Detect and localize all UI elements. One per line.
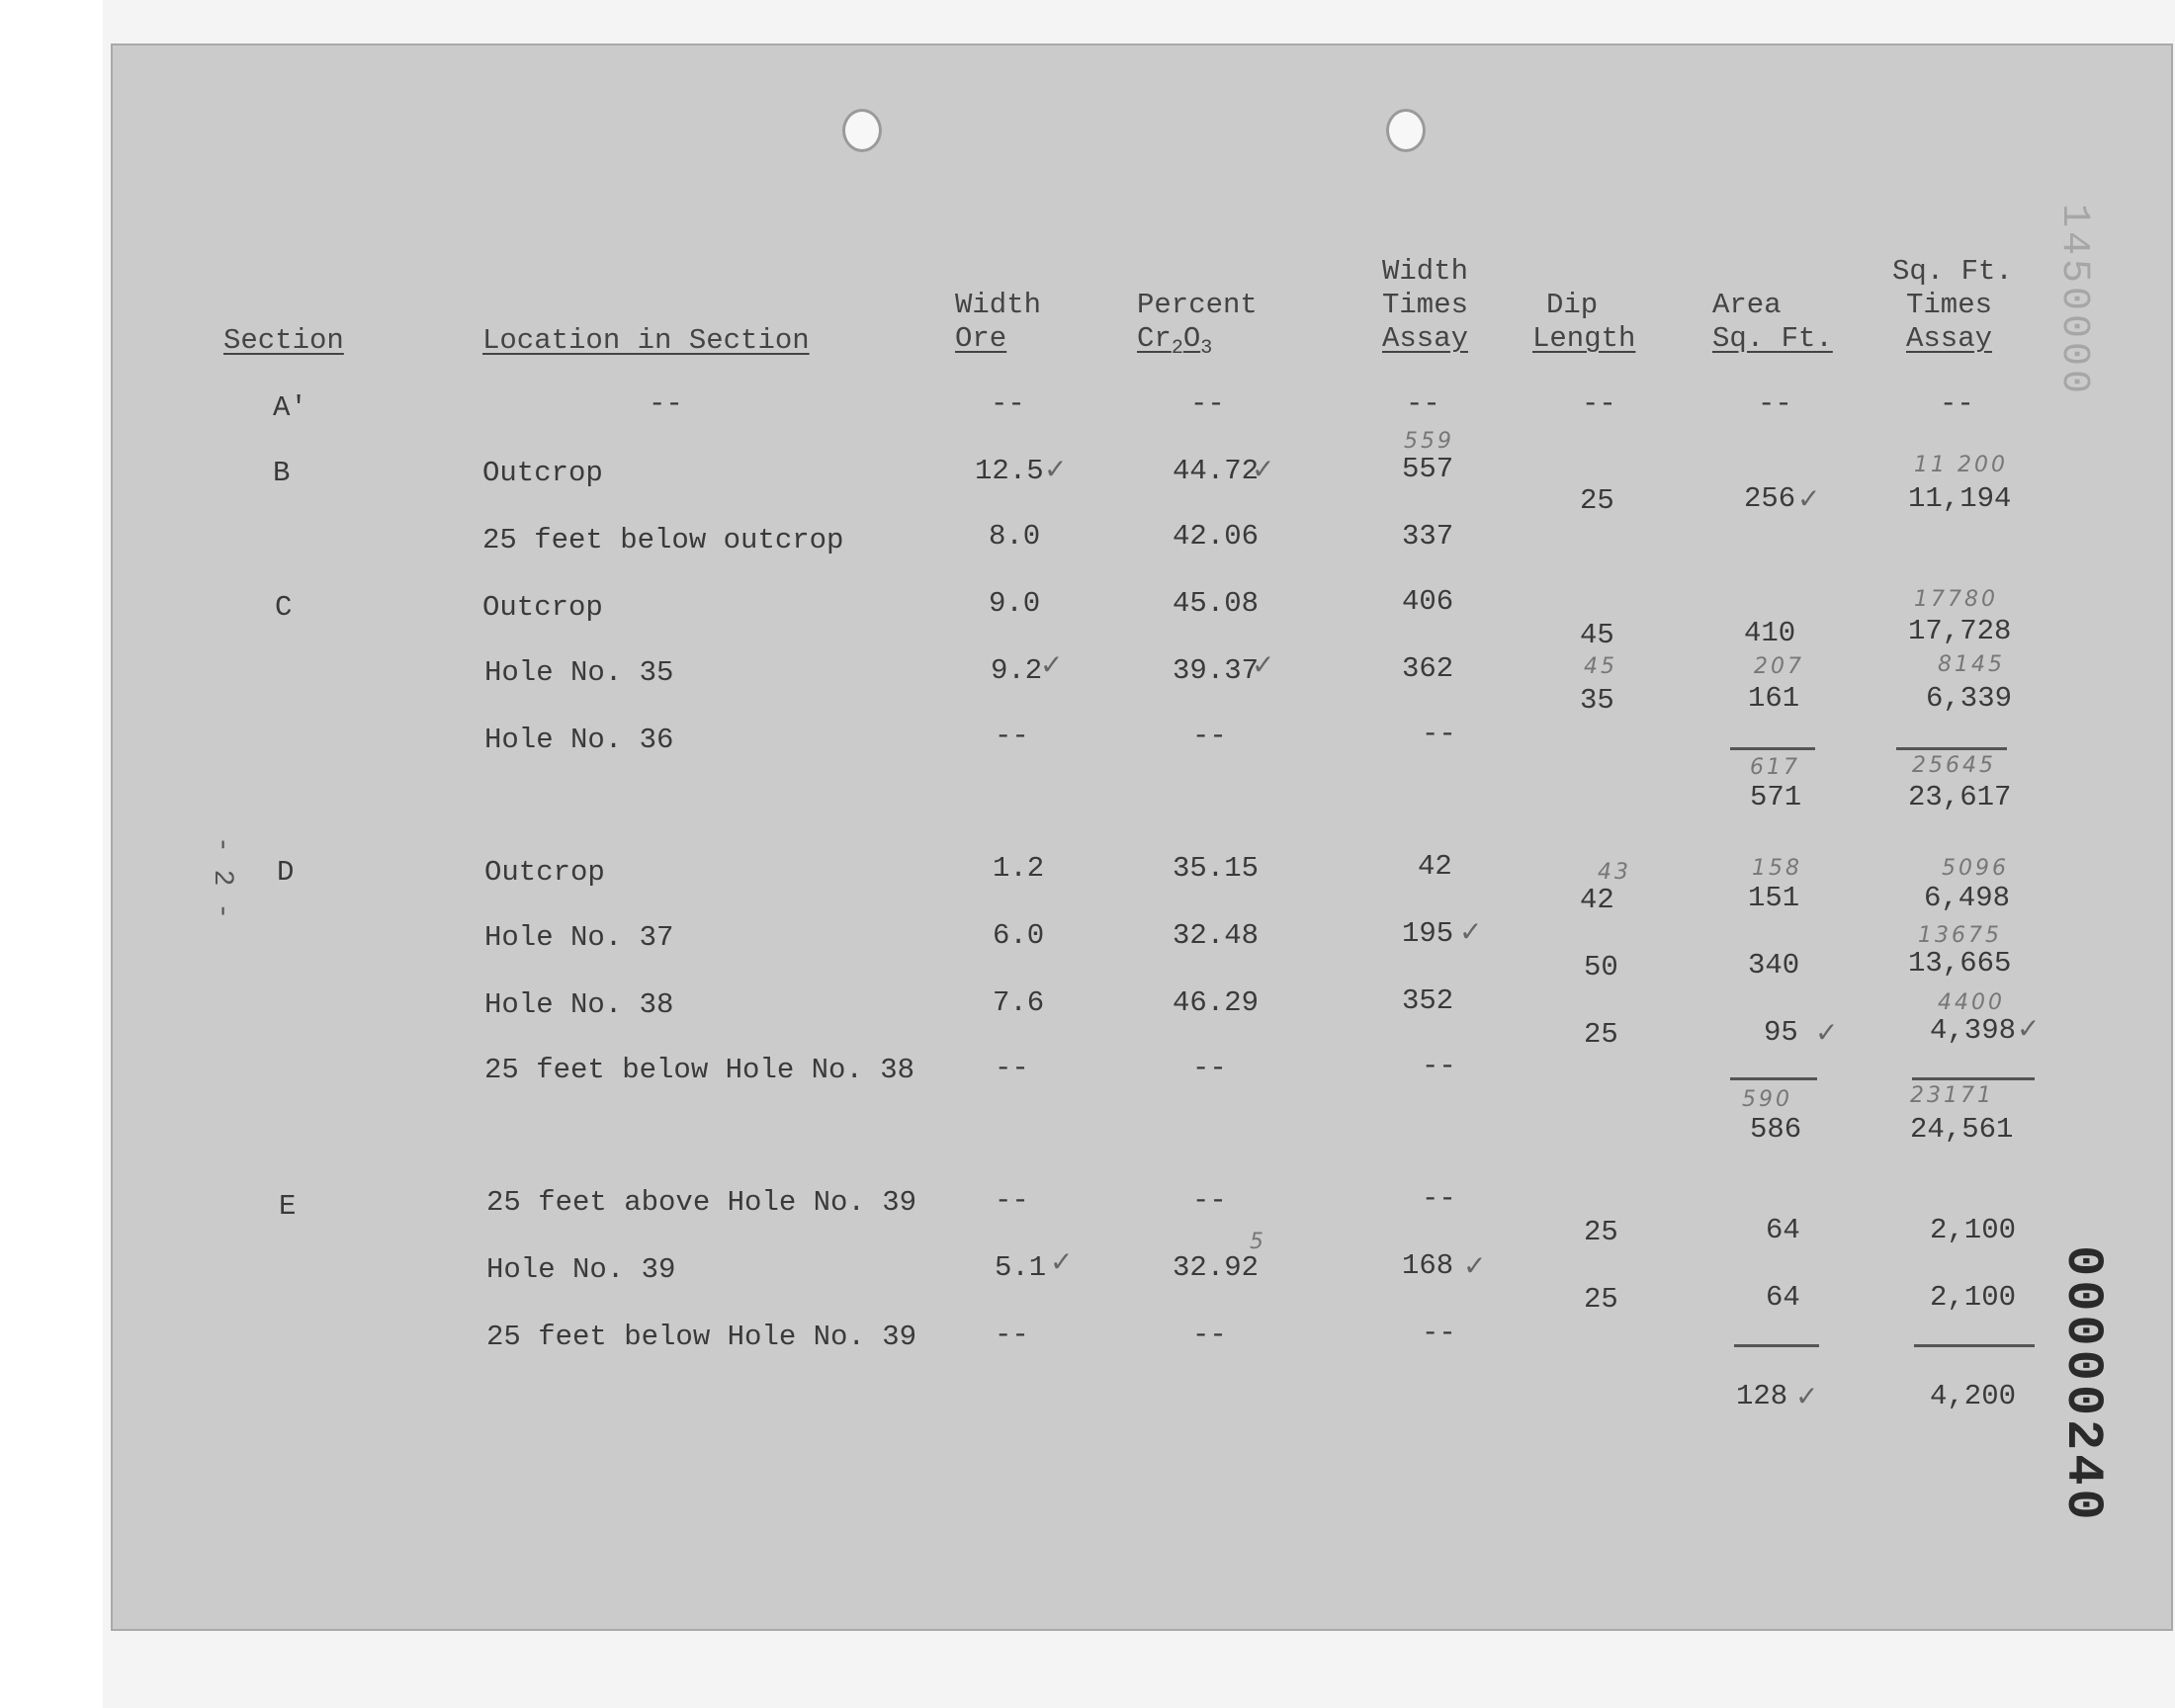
interval-sqft-times-assay: 13,665 — [1908, 947, 2012, 980]
handwritten-note: 5 — [1250, 1230, 1266, 1254]
interval-dip-length: 50 — [1584, 951, 1618, 983]
row-section: E — [279, 1190, 297, 1223]
row-width-ore: -- — [995, 1184, 1029, 1217]
row-percent: 32.92 — [1173, 1251, 1260, 1284]
interval-dip-length: 42 — [1580, 884, 1614, 916]
total-rule — [1896, 747, 2007, 750]
interval-sqft-times-assay: 6,498 — [1924, 882, 2011, 914]
interval-area: 410 — [1744, 617, 1796, 649]
row-width-ore: 6.0 — [993, 919, 1045, 952]
row-percent: 44.72 — [1173, 455, 1260, 487]
header-section: Section — [223, 324, 344, 357]
header-percent-formula: $Cr_2O_3$ — [1137, 322, 1213, 360]
row-width-times-assay: 337 — [1402, 520, 1454, 553]
row-location: Hole No. 37 — [484, 921, 674, 954]
row-percent: 39.37 — [1173, 654, 1260, 687]
row-width-times-assay: 42 — [1418, 850, 1452, 883]
interval-dip-length: 25 — [1584, 1283, 1618, 1316]
row-section: B — [273, 457, 291, 489]
row-section: D — [277, 856, 295, 889]
total-rule — [1730, 747, 1815, 750]
row-location: Hole No. 39 — [486, 1253, 676, 1286]
interval-area: 161 — [1748, 682, 1800, 715]
row-percent: 46.29 — [1173, 986, 1260, 1019]
document-number-stamp: 00000240 — [2053, 1245, 2112, 1524]
interval-area: 340 — [1748, 949, 1800, 982]
header-wta-line2: Times — [1382, 289, 1469, 321]
header-percent-line1: Percent — [1137, 289, 1258, 321]
header-width-ore-line1: Width — [955, 289, 1042, 321]
total-area-d: 586 — [1750, 1113, 1802, 1146]
row-width-ore: 5.1 — [995, 1251, 1047, 1284]
handwritten-note: 8145 — [1938, 652, 2005, 677]
header-sqft-line3: Assay — [1906, 322, 1993, 355]
row-percent: -- — [1190, 387, 1225, 420]
interval-dip-length: 35 — [1580, 684, 1614, 717]
header-wta-line3: Assay — [1382, 322, 1469, 355]
handwritten-note: 43 — [1598, 860, 1631, 885]
handwritten-note: 17780 — [1914, 587, 1998, 612]
row-dip-length: -- — [1582, 387, 1616, 420]
interval-sqft-times-assay: 11,194 — [1908, 482, 2012, 515]
row-width-times-assay: -- — [1422, 1317, 1456, 1349]
row-location: 25 feet below Hole No. 38 — [484, 1054, 915, 1086]
interval-dip-length: 25 — [1580, 484, 1614, 517]
row-width-ore: 8.0 — [989, 520, 1041, 553]
total-rule — [1734, 1344, 1819, 1347]
handwritten-note: 13675 — [1918, 923, 2002, 948]
interval-area: 95 — [1764, 1016, 1798, 1049]
row-width-times-assay: -- — [1406, 387, 1440, 420]
document-number-stamp-faint: 1450000 — [2051, 204, 2096, 398]
total-sqft-d: 24,561 — [1910, 1113, 2014, 1146]
row-percent: 45.08 — [1173, 587, 1260, 620]
header-sqft-line2: Times — [1906, 289, 1993, 321]
row-location: Outcrop — [482, 591, 603, 624]
interval-area: 64 — [1766, 1281, 1800, 1314]
handwritten-note: 617 — [1750, 755, 1800, 780]
row-width-ore: -- — [995, 720, 1029, 752]
row-width-ore: 1.2 — [993, 852, 1045, 885]
check-mark-icon: ✓ — [1463, 1249, 1487, 1282]
total-rule — [1912, 1077, 2035, 1080]
check-mark-icon: ✓ — [1459, 915, 1483, 948]
row-width-ore: 9.2 — [991, 654, 1043, 687]
handwritten-note: 11 200 — [1914, 453, 2008, 477]
row-area: -- — [1758, 387, 1792, 420]
interval-sqft-times-assay: 2,100 — [1930, 1281, 2017, 1314]
handwritten-note: 207 — [1754, 654, 1804, 679]
check-mark-icon: ✓ — [1815, 1016, 1839, 1049]
handwritten-note: 45 — [1584, 654, 1617, 679]
interval-area: 151 — [1748, 882, 1800, 914]
row-location: Hole No. 35 — [484, 656, 674, 689]
row-width-ore: -- — [991, 387, 1025, 420]
row-width-ore: -- — [995, 1319, 1029, 1351]
check-mark-icon: ✓ — [1040, 648, 1064, 681]
row-location: Outcrop — [482, 457, 603, 489]
row-width-times-assay: 195 — [1402, 917, 1454, 950]
handwritten-note: 559 — [1404, 429, 1454, 454]
handwritten-note: 23171 — [1910, 1083, 1994, 1108]
header-wta-line1: Width — [1382, 255, 1469, 288]
row-location: -- — [649, 387, 683, 420]
row-width-times-assay: 406 — [1402, 585, 1454, 618]
row-width-ore: -- — [995, 1052, 1029, 1084]
row-width-times-assay: -- — [1422, 718, 1456, 750]
row-location: Hole No. 36 — [484, 724, 674, 756]
row-percent: 35.15 — [1173, 852, 1260, 885]
check-mark-icon: ✓ — [2017, 1012, 2041, 1045]
interval-sqft-times-assay: 6,339 — [1926, 682, 2013, 715]
row-width-times-assay: -- — [1422, 1050, 1456, 1082]
row-percent: -- — [1192, 1319, 1227, 1351]
total-area-e: 128 — [1736, 1380, 1788, 1412]
check-mark-icon: ✓ — [1050, 1245, 1074, 1278]
row-width-ore: 9.0 — [989, 587, 1041, 620]
check-mark-icon: ✓ — [1795, 1380, 1819, 1412]
row-percent: 42.06 — [1173, 520, 1260, 553]
row-location: 25 feet below Hole No. 39 — [486, 1321, 917, 1353]
header-width-ore-line2: Ore — [955, 322, 1007, 355]
header-dip-line1: Dip — [1546, 289, 1599, 321]
row-percent: -- — [1192, 1052, 1227, 1084]
handwritten-note: 590 — [1742, 1087, 1792, 1112]
document-sheet — [111, 43, 2173, 1631]
interval-sqft-times-assay: 17,728 — [1908, 615, 2012, 647]
page-number: - 2 - — [207, 836, 237, 920]
row-percent: -- — [1192, 1184, 1227, 1217]
handwritten-note: 25645 — [1912, 753, 1996, 778]
row-percent: 32.48 — [1173, 919, 1260, 952]
total-sqft-e: 4,200 — [1930, 1380, 2017, 1412]
page-margin — [0, 0, 103, 1708]
row-width-times-assay: 557 — [1402, 453, 1454, 485]
check-mark-icon: ✓ — [1252, 453, 1275, 485]
row-width-times-assay: 362 — [1402, 652, 1454, 685]
interval-dip-length: 25 — [1584, 1018, 1618, 1051]
total-rule — [1730, 1077, 1817, 1080]
interval-area: 64 — [1766, 1214, 1800, 1246]
interval-dip-length: 45 — [1580, 619, 1614, 651]
check-mark-icon: ✓ — [1044, 453, 1068, 485]
check-mark-icon: ✓ — [1797, 482, 1821, 515]
row-width-times-assay: -- — [1422, 1182, 1456, 1215]
header-area-line2: Sq. Ft. — [1712, 322, 1833, 355]
handwritten-note: 5096 — [1942, 856, 2009, 881]
row-width-ore: 7.6 — [993, 986, 1045, 1019]
row-section: C — [275, 591, 293, 624]
handwritten-note: 4400 — [1938, 990, 2005, 1015]
interval-area: 256 — [1744, 482, 1796, 515]
total-rule — [1914, 1344, 2035, 1347]
interval-dip-length: 25 — [1584, 1216, 1618, 1248]
header-dip-line2: Length — [1532, 322, 1636, 355]
punch-hole — [842, 109, 882, 152]
total-sqft-c: 23,617 — [1908, 781, 2012, 813]
row-percent: -- — [1192, 720, 1227, 752]
check-mark-icon: ✓ — [1252, 648, 1275, 681]
header-location: Location in Section — [482, 324, 810, 357]
interval-sqft-times-assay: 4,398 — [1930, 1014, 2017, 1047]
row-location: Outcrop — [484, 856, 605, 889]
header-sqft-line1: Sq. Ft. — [1892, 255, 2013, 288]
punch-hole — [1386, 109, 1426, 152]
total-area-c: 571 — [1750, 781, 1802, 813]
row-location: 25 feet above Hole No. 39 — [486, 1186, 917, 1219]
row-width-times-assay: 168 — [1402, 1249, 1454, 1282]
row-location: Hole No. 38 — [484, 988, 674, 1021]
header-area-line1: Area — [1712, 289, 1782, 321]
row-width-ore: 12.5 — [975, 455, 1044, 487]
row-width-times-assay: 352 — [1402, 984, 1454, 1017]
interval-sqft-times-assay: 2,100 — [1930, 1214, 2017, 1246]
row-location: 25 feet below outcrop — [482, 524, 844, 556]
row-section: A' — [273, 391, 307, 424]
handwritten-note: 158 — [1752, 856, 1802, 881]
row-sqft-times-assay: -- — [1940, 387, 1974, 420]
